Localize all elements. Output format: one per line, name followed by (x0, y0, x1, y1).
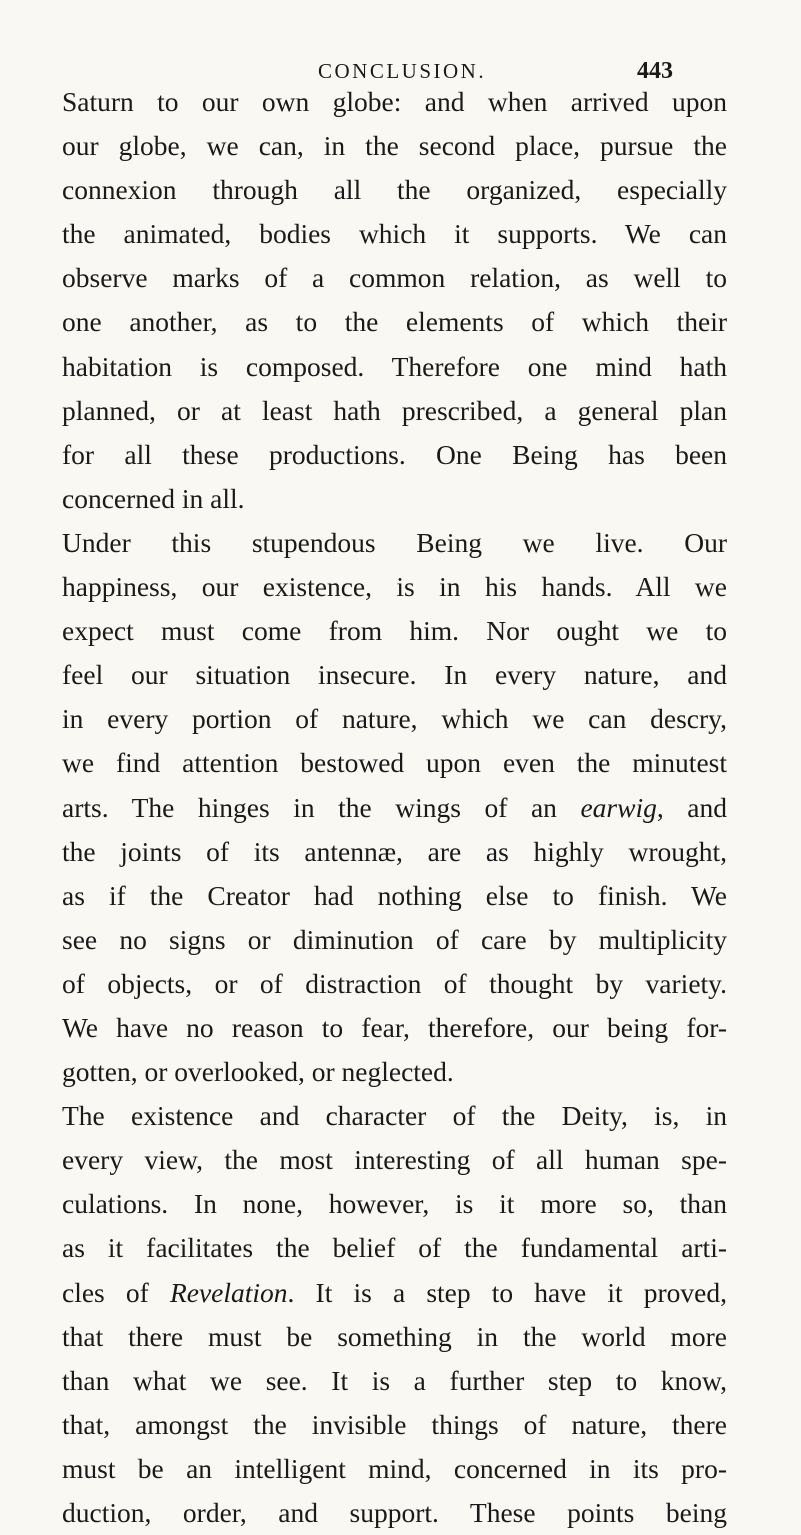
text-line: every view, the most interesting of all human spe- (62, 1144, 727, 1176)
text-line: expect must come from him. Nor ought we to (62, 615, 727, 647)
text-line: one another, as to the elements of which their (62, 306, 727, 338)
text-segment: , and (656, 791, 727, 823)
text-line: as it facilitates the belief of the fundamental arti- (62, 1232, 727, 1264)
text-line: the joints of its antennæ, are as highly wrought, (62, 835, 727, 867)
text-line: gotten, or overlooked, or neglected. (62, 1056, 454, 1088)
text-line: duction, order, and support. These points being (62, 1497, 727, 1528)
text-line: of objects, or of distraction of thought by variety. (62, 967, 727, 999)
text-line: Under this stupendous Being we live. Our (62, 526, 727, 558)
text-line: that, amongst the invisible things of nature, there (62, 1408, 727, 1440)
text-line: see no signs or diminution of care by multiplicity (62, 923, 727, 955)
text-line: culations. In none, however, is it more so, than (62, 1188, 727, 1220)
text-line-with-italic (62, 1271, 727, 1315)
text-line: planned, or at least hath prescribed, a general plan (62, 394, 727, 426)
italic-word: earwig (580, 791, 657, 823)
text-line-with-italic (62, 786, 727, 830)
text-line: that there must be something in the world more (62, 1320, 727, 1352)
text-line: connexion through all the organized, especially (62, 174, 727, 206)
text-line: the animated, bodies which it supports. We can (62, 218, 727, 250)
text-line: Saturn to our own globe: and when arrived upon (62, 86, 727, 117)
text-line: must be an intelligent mind, concerned in its pro- (62, 1452, 727, 1484)
text-line: The existence and character of the Deity, is, in (62, 1100, 727, 1132)
text-line: in every portion of nature, which we can descry, (62, 703, 727, 735)
page-number: 443 (637, 58, 673, 84)
italic-word: Revelation (169, 1276, 288, 1308)
text-line: observe marks of a common relation, as well to (62, 262, 727, 294)
text-line: as if the Creator had nothing else to finish. We (62, 879, 727, 911)
text-line: for all these productions. One Being has been (62, 438, 727, 470)
text-line: feel our situation insecure. In every nature, and (62, 659, 727, 691)
text-segment: cles of (62, 1276, 170, 1308)
text-segment: . It is a step to have it proved, (287, 1276, 727, 1308)
text-line: our globe, we can, in the second place, pursue the (62, 130, 727, 162)
text-segment: arts. The hinges in the wings of an (62, 791, 581, 823)
text-line: habitation is composed. Therefore one mind hath (62, 350, 727, 382)
body-text (62, 80, 727, 1535)
running-title: CONCLUSION. (318, 59, 487, 83)
text-line: We have no reason to fear, therefore, our being for- (62, 1011, 727, 1043)
text-line: concerned in all. (62, 482, 245, 514)
text-line: than what we see. It is a further step to know, (62, 1364, 727, 1396)
text-line: we find attention bestowed upon even the minutest (62, 747, 727, 779)
text-line: happiness, our existence, is in his hands. All we (62, 571, 727, 603)
